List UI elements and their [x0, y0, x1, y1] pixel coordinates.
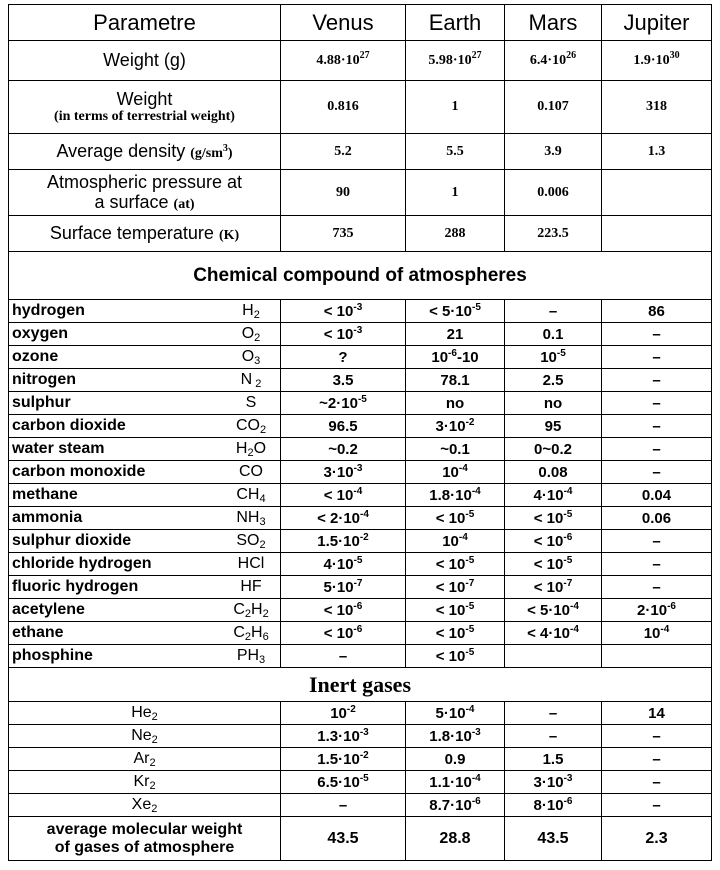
gas-value-earth: < $10^{-5}$ [406, 622, 505, 645]
gas-value-earth: < $10^{-5}$ [406, 553, 505, 576]
gas-row [9, 369, 712, 392]
gas-value-jupiter: 86 [602, 300, 712, 323]
inert-value-venus: $10^{-2}$ [281, 702, 406, 725]
gas-name: acetylene [12, 601, 85, 618]
gas-row [9, 415, 712, 438]
header-earth: Earth [406, 5, 505, 41]
inert-gas-row [9, 794, 712, 817]
gas-value-venus: $3\cdot 10^{-3}$ [281, 461, 406, 484]
gas-value-mars: $4\cdot 10^{-4}$ [505, 484, 602, 507]
gas-formula: $O_2$ [241, 325, 261, 344]
gas-name: ammonia [12, 509, 83, 526]
weight-earth: $5.98\cdot 10^{27}$ [406, 41, 505, 81]
inert-value-jupiter: – [602, 748, 712, 771]
gas-row [9, 323, 712, 346]
gas-name-cell [9, 392, 281, 415]
gas-value-mars: < $5\cdot 10^{-4}$ [505, 599, 602, 622]
avg-weight-jupiter: 2.3 [602, 817, 712, 861]
relative-weight-earth: 1 [406, 81, 505, 134]
gas-formula: $H_2O$ [235, 440, 267, 459]
weight-jupiter: $1.9\cdot 10^{30}$ [602, 41, 712, 81]
header-mars: Mars [505, 5, 602, 41]
gas-value-mars: no [505, 392, 602, 415]
gas-row [9, 300, 712, 323]
gas-formula: N $_2$ [240, 371, 262, 390]
inert-value-earth: 0.9 [406, 748, 505, 771]
inert-gases-heading-row [9, 668, 712, 702]
inert-gas-formula: $Ne_2$ [9, 725, 281, 748]
gas-value-venus: < $2\cdot 10^{-4}$ [281, 507, 406, 530]
gas-name: ethane [12, 624, 64, 641]
gas-value-mars: < $10^{-5}$ [505, 507, 602, 530]
gas-value-earth: 21 [406, 323, 505, 346]
weight-row [9, 41, 712, 81]
inert-value-mars: – [505, 725, 602, 748]
gas-value-earth: < $10^{-5}$ [406, 599, 505, 622]
inert-gas-row [9, 725, 712, 748]
gas-formula: $NH_3$ [236, 509, 266, 528]
inert-value-venus: – [281, 794, 406, 817]
gas-value-mars: 0.1 [505, 323, 602, 346]
inert-gas-formula: $He_2$ [9, 702, 281, 725]
gas-value-earth: $3\cdot 10^{-2}$ [406, 415, 505, 438]
gas-value-mars: < $10^{-6}$ [505, 530, 602, 553]
gas-value-venus: < $10^{-3}$ [281, 323, 406, 346]
inert-value-earth: $1.8\cdot 10^{-3}$ [406, 725, 505, 748]
pressure-earth: 1 [406, 170, 505, 216]
gas-name: carbon monoxide [12, 463, 146, 480]
density-label: Average density $(g/sm^3)$ [9, 134, 281, 170]
inert-value-earth: $5\cdot 10^{-4}$ [406, 702, 505, 725]
gas-value-earth: $1.8\cdot 10^{-4}$ [406, 484, 505, 507]
gas-name-cell [9, 553, 281, 576]
gas-row [9, 507, 712, 530]
gas-name-cell [9, 438, 281, 461]
gas-formula: $CH_4$ [236, 486, 266, 505]
gas-name: hydrogen [12, 302, 85, 319]
weight-venus: $4.88\cdot 10^{27}$ [281, 41, 406, 81]
inert-value-venus: $1.5\cdot 10^{-2}$ [281, 748, 406, 771]
gas-value-venus: $4\cdot 10^{-5}$ [281, 553, 406, 576]
pressure-label: Atmospheric pressure at a surface (at) [9, 170, 281, 216]
gas-value-jupiter: – [602, 392, 712, 415]
gas-value-jupiter: – [602, 576, 712, 599]
gas-value-venus: < $10^{-4}$ [281, 484, 406, 507]
gas-value-earth: 78.1 [406, 369, 505, 392]
gas-value-jupiter: – [602, 415, 712, 438]
gas-value-mars: 95 [505, 415, 602, 438]
header-jupiter: Jupiter [602, 5, 712, 41]
gas-value-venus: 96.5 [281, 415, 406, 438]
gas-value-venus: ~0.2 [281, 438, 406, 461]
gas-value-venus: < $10^{-6}$ [281, 622, 406, 645]
relative-weight-mars: 0.107 [505, 81, 602, 134]
gas-value-mars: $10^{-5}$ [505, 346, 602, 369]
inert-value-venus: $6.5\cdot 10^{-5}$ [281, 771, 406, 794]
gas-value-jupiter [602, 645, 712, 668]
gas-name-cell [9, 599, 281, 622]
gas-name: phosphine [12, 647, 93, 664]
gas-value-mars: – [505, 300, 602, 323]
inert-value-mars: $3\cdot 10^{-3}$ [505, 771, 602, 794]
gas-formula: $SO_2$ [236, 532, 266, 551]
inert-value-jupiter: 14 [602, 702, 712, 725]
gas-row [9, 392, 712, 415]
pressure-mars: 0.006 [505, 170, 602, 216]
temperature-mars: 223.5 [505, 216, 602, 252]
gas-value-mars [505, 645, 602, 668]
relative-weight-label: Weight (in terms of terrestrial weight) [9, 81, 281, 134]
gas-value-venus: < $10^{-3}$ [281, 300, 406, 323]
gas-row [9, 576, 712, 599]
gas-formula: $H_2$ [242, 302, 260, 321]
inert-value-jupiter: – [602, 771, 712, 794]
gas-formula: CO [239, 463, 263, 480]
temperature-earth: 288 [406, 216, 505, 252]
gas-value-jupiter: – [602, 553, 712, 576]
density-row [9, 134, 712, 170]
gas-value-mars: < $10^{-7}$ [505, 576, 602, 599]
relative-weight-venus: 0.816 [281, 81, 406, 134]
avg-weight-mars: 43.5 [505, 817, 602, 861]
gas-value-jupiter: – [602, 346, 712, 369]
gas-value-earth: $10^{-6}-10$ [406, 346, 505, 369]
gas-value-jupiter: $2\cdot 10^{-6}$ [602, 599, 712, 622]
gas-row [9, 461, 712, 484]
inert-value-mars: 1.5 [505, 748, 602, 771]
pressure-venus: 90 [281, 170, 406, 216]
gas-value-jupiter: – [602, 530, 712, 553]
inert-value-mars: $8\cdot 10^{-6}$ [505, 794, 602, 817]
gas-value-earth: ~0.1 [406, 438, 505, 461]
gas-name: oxygen [12, 325, 69, 342]
header-venus: Venus [281, 5, 406, 41]
gas-value-earth: $10^{-4}$ [406, 530, 505, 553]
gas-name-cell [9, 369, 281, 392]
gas-formula: $C_2H_2$ [233, 601, 269, 620]
inert-value-mars: – [505, 702, 602, 725]
density-earth: 5.5 [406, 134, 505, 170]
gas-row [9, 553, 712, 576]
density-venus: 5.2 [281, 134, 406, 170]
gas-name: sulphur [12, 394, 71, 411]
temperature-label: Surface temperature (K) [9, 216, 281, 252]
relative-weight-jupiter: 318 [602, 81, 712, 134]
gas-value-venus: $1.5\cdot 10^{-2}$ [281, 530, 406, 553]
chemical-compound-heading-row [9, 252, 712, 300]
gas-value-jupiter: $10^{-4}$ [602, 622, 712, 645]
gas-row [9, 622, 712, 645]
header-row [9, 5, 712, 41]
temperature-venus: 735 [281, 216, 406, 252]
gas-value-earth: < $10^{-5}$ [406, 507, 505, 530]
gas-value-venus: ? [281, 346, 406, 369]
gas-name: methane [12, 486, 78, 503]
gas-value-venus: 3.5 [281, 369, 406, 392]
chemical-compound-heading: Chemical compound of atmospheres [9, 252, 712, 300]
gas-value-jupiter: – [602, 461, 712, 484]
avg-weight-venus: 43.5 [281, 817, 406, 861]
inert-gas-formula: $Kr_2$ [9, 771, 281, 794]
gas-value-venus: < $10^{-6}$ [281, 599, 406, 622]
gas-formula: $O_3$ [241, 348, 261, 367]
gas-name: chloride hydrogen [12, 555, 152, 572]
inert-value-jupiter: – [602, 794, 712, 817]
inert-gas-row [9, 702, 712, 725]
average-molecular-weight-row [9, 817, 712, 861]
pressure-jupiter [602, 170, 712, 216]
avg-weight-earth: 28.8 [406, 817, 505, 861]
gas-value-mars: < $4\cdot 10^{-4}$ [505, 622, 602, 645]
gas-name: sulphur dioxide [12, 532, 132, 549]
weight-label: Weight (g) [9, 41, 281, 81]
inert-value-earth: $1.1\cdot 10^{-4}$ [406, 771, 505, 794]
average-molecular-weight-label: average molecular weight of gases of atmosphere [9, 817, 281, 861]
gas-value-venus: $\sim 2\cdot 10^{-5}$ [281, 392, 406, 415]
inert-gas-row [9, 771, 712, 794]
gas-name-cell [9, 461, 281, 484]
gas-name-cell [9, 576, 281, 599]
gas-value-venus: $5\cdot 10^{-7}$ [281, 576, 406, 599]
gas-value-earth: < $10^{-7}$ [406, 576, 505, 599]
gas-name-cell [9, 346, 281, 369]
inert-value-earth: $8.7\cdot 10^{-6}$ [406, 794, 505, 817]
gas-value-mars: < $10^{-5}$ [505, 553, 602, 576]
gas-value-jupiter: – [602, 323, 712, 346]
gas-row [9, 484, 712, 507]
header-parametre: Parametre [9, 5, 281, 41]
gas-value-venus: – [281, 645, 406, 668]
temperature-jupiter [602, 216, 712, 252]
inert-gases-heading: Inert gases [9, 668, 712, 702]
gas-name-cell [9, 507, 281, 530]
temperature-row [9, 216, 712, 252]
gas-value-earth: < $5\cdot 10^{-5}$ [406, 300, 505, 323]
weight-mars: $6.4\cdot 10^{26}$ [505, 41, 602, 81]
gas-value-jupiter: 0.04 [602, 484, 712, 507]
gas-name-cell [9, 622, 281, 645]
gas-value-jupiter: 0.06 [602, 507, 712, 530]
planet-atmosphere-table [8, 4, 712, 861]
gas-value-mars: 0~0.2 [505, 438, 602, 461]
inert-gas-formula: $Ar_2$ [9, 748, 281, 771]
pressure-row [9, 170, 712, 216]
inert-value-jupiter: – [602, 725, 712, 748]
relative-weight-row [9, 81, 712, 134]
inert-gas-formula: $Xe_2$ [9, 794, 281, 817]
gas-value-mars: 0.08 [505, 461, 602, 484]
gas-row [9, 530, 712, 553]
gas-row [9, 645, 712, 668]
gas-name-cell [9, 645, 281, 668]
gas-value-jupiter: – [602, 438, 712, 461]
gas-formula: $C_2H_6$ [233, 624, 269, 643]
gas-value-jupiter: – [602, 369, 712, 392]
gas-name: nitrogen [12, 371, 76, 388]
gas-formula: $PH_3$ [236, 647, 266, 666]
gas-formula: S [245, 394, 257, 411]
inert-gas-row [9, 748, 712, 771]
density-jupiter: 1.3 [602, 134, 712, 170]
gas-formula: HF [240, 578, 262, 595]
gas-formula: HCl [237, 555, 265, 572]
density-mars: 3.9 [505, 134, 602, 170]
gas-name-cell [9, 484, 281, 507]
gas-name-cell [9, 323, 281, 346]
gas-name-cell [9, 530, 281, 553]
gas-value-earth: no [406, 392, 505, 415]
gas-name-cell [9, 415, 281, 438]
gas-name: carbon dioxide [12, 417, 126, 434]
gas-row [9, 346, 712, 369]
gas-name: water steam [12, 440, 105, 457]
gas-row [9, 599, 712, 622]
gas-name: ozone [12, 348, 59, 365]
gas-name: fluoric hydrogen [12, 578, 139, 595]
gas-row [9, 438, 712, 461]
gas-value-earth: < $10^{-5}$ [406, 645, 505, 668]
inert-value-venus: $1.3\cdot 10^{-3}$ [281, 725, 406, 748]
gas-value-mars: 2.5 [505, 369, 602, 392]
gas-name-cell [9, 300, 281, 323]
gas-value-earth: $10^{-4}$ [406, 461, 505, 484]
gas-formula: $CO_2$ [235, 417, 267, 436]
